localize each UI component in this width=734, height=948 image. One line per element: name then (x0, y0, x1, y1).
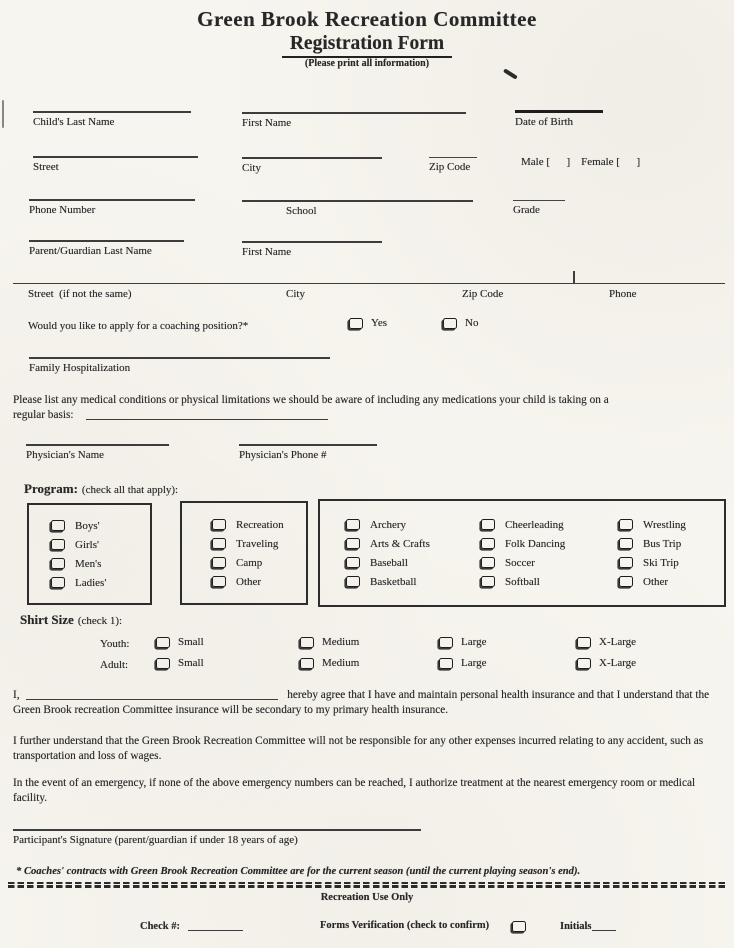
program-box-type (180, 501, 308, 605)
sports-column-1 (320, 519, 463, 588)
program-label: Program: (24, 481, 78, 496)
basketball-label: Basketball (370, 575, 417, 588)
adult-large-option[interactable] (439, 657, 486, 669)
ski-trip-checkbox-icon[interactable] (619, 557, 633, 568)
wrestling-checkbox-icon[interactable] (619, 519, 633, 530)
coaching-yes-option[interactable] (349, 317, 387, 329)
soccer-checkbox-icon[interactable] (481, 557, 495, 568)
coaching-no-label: No (465, 317, 479, 329)
program-box-sports (318, 499, 726, 607)
parent-street-label: Street (if not the same) (28, 288, 132, 300)
program-option-ladies[interactable] (51, 577, 150, 589)
field-grade[interactable] (513, 200, 565, 216)
youth-small-option[interactable] (156, 636, 204, 648)
program-hint: (check all that apply): (81, 484, 179, 496)
recreation-label: Recreation (236, 518, 284, 531)
adult-xlarge-label: X-Large (599, 657, 637, 669)
coaches-footnote: * Coaches' contracts with Green Brook Recreation Committee are for the current season (until the current playing season's end). (16, 866, 581, 877)
cheerleading-checkbox-icon[interactable] (481, 519, 495, 530)
medical-conditions-text: Please list any medical conditions or physical limitations we should be aware of including any medications your child is taking on a (13, 394, 609, 406)
archery-checkbox-icon[interactable] (346, 519, 360, 530)
medical-conditions-blank-line[interactable] (86, 409, 328, 420)
gender-checkboxes[interactable] (510, 144, 640, 180)
program-option-other-type[interactable] (212, 576, 306, 588)
adult-small-option[interactable] (156, 657, 204, 669)
parent-phone-label: Phone (609, 288, 637, 300)
field-school[interactable] (242, 200, 473, 217)
program-option-boys[interactable] (51, 520, 150, 532)
initials-label: Initials (560, 921, 592, 932)
boys-checkbox-icon[interactable] (51, 520, 65, 531)
adult-small-checkbox-icon[interactable] (156, 658, 170, 669)
check-number-label: Check #: (140, 921, 180, 932)
child-first-name-label: First Name (242, 117, 292, 129)
form-subtitle (0, 33, 734, 58)
forms-verification-label: Forms Verification (check to confirm) (320, 920, 490, 931)
field-participant-signature[interactable] (13, 829, 421, 846)
program-option-mens[interactable] (51, 558, 150, 570)
child-street-label: Street (33, 161, 59, 173)
youth-xlarge-checkbox-icon[interactable] (577, 637, 591, 648)
physician-name-label: Physician's Name (26, 449, 105, 461)
field-physician-name[interactable] (26, 444, 169, 461)
adult-medium-option[interactable] (300, 657, 359, 669)
initials-field[interactable] (560, 920, 616, 932)
date-of-birth-label: Date of Birth (515, 116, 574, 128)
youth-xlarge-label: X-Large (599, 636, 637, 648)
youth-large-option[interactable] (439, 636, 486, 648)
parent-first-name-label: First Name (242, 246, 292, 258)
youth-large-checkbox-icon[interactable] (439, 637, 453, 648)
form-title: Green Brook Recreation Committee (197, 7, 537, 31)
ski-trip-label: Ski Trip (643, 556, 679, 569)
coaching-yes-checkbox-icon[interactable] (349, 318, 363, 329)
folk-dancing-label: Folk Dancing (505, 537, 566, 550)
arts-crafts-label: Arts & Crafts (370, 537, 430, 550)
program-box-gender-groups (27, 503, 152, 605)
address-line-divider-tick (573, 271, 575, 284)
arts-crafts-checkbox-icon[interactable] (346, 538, 360, 549)
physician-phone-label: Physician's Phone # (239, 449, 327, 461)
agreement-paragraph-1 (13, 688, 727, 718)
parent-city-label: City (286, 288, 305, 300)
agreement-paragraph-2: I further understand that the Green Brook Recreation Committee will not be responsible for any other expenses incurred relating to any accident, such as transportation and loss of wages. (13, 735, 704, 762)
grade-label: Grade (513, 204, 540, 216)
coaching-yes-label: Yes (371, 317, 388, 329)
program-option-traveling[interactable] (212, 538, 306, 550)
soccer-label: Soccer (505, 556, 535, 569)
field-family-hospitalization[interactable] (29, 357, 330, 374)
phone-number-label: Phone Number (29, 204, 96, 216)
shirt-size-hint: (check 1): (77, 615, 123, 627)
shirt-adult-label: Adult: (100, 659, 129, 671)
program-option-soccer[interactable] (481, 557, 603, 569)
youth-large-label: Large (461, 636, 487, 648)
girls-checkbox-icon[interactable] (51, 539, 65, 550)
field-child-street[interactable] (33, 156, 198, 173)
sports-column-3 (603, 519, 723, 588)
field-phone-number[interactable] (29, 199, 195, 216)
coaching-question: Would you like to apply for a coaching position?* (28, 320, 249, 332)
adult-large-label: Large (461, 657, 487, 669)
boys-label: Boys' (75, 519, 100, 532)
program-option-camp[interactable] (212, 557, 306, 569)
bus-trip-label: Bus Trip (643, 537, 682, 550)
program-option-folk-dancing[interactable] (481, 538, 603, 550)
child-last-name-label: Child's Last Name (33, 116, 115, 128)
baseball-checkbox-icon[interactable] (346, 557, 360, 568)
program-option-arts-crafts[interactable] (346, 538, 463, 550)
program-option-softball[interactable] (481, 576, 603, 588)
shirt-youth-label: Youth: (100, 638, 130, 650)
youth-small-checkbox-icon[interactable] (156, 637, 170, 648)
other-type-checkbox-icon[interactable] (212, 576, 226, 587)
mens-label: Men's (75, 557, 102, 570)
adult-small-label: Small (178, 657, 204, 669)
recreation-checkbox-icon[interactable] (212, 519, 226, 530)
parent-address-line[interactable] (13, 283, 725, 284)
ladies-label: Ladies' (75, 576, 107, 589)
check-number-field[interactable] (140, 920, 243, 932)
cheerleading-label: Cheerleading (505, 518, 564, 531)
bus-trip-checkbox-icon[interactable] (619, 538, 633, 549)
check-number-blank-line[interactable] (188, 920, 243, 931)
participant-signature-label: Participant's Signature (parent/guardian if under 18 years of age) (13, 834, 298, 846)
program-option-archery[interactable] (346, 519, 463, 531)
youth-medium-option[interactable] (300, 636, 359, 648)
basketball-checkbox-icon[interactable] (346, 576, 360, 587)
agreement-paragraph-3: In the event of an emergency, if none of the above emergency numbers can be reached, I authorize treatment at the nearest emergency room or medical facility. (13, 777, 696, 804)
softball-label: Softball (505, 575, 540, 588)
program-option-cheerleading[interactable] (481, 519, 603, 531)
youth-xlarge-option[interactable] (577, 636, 636, 648)
family-hospitalization-label: Family Hospitalization (29, 362, 131, 374)
program-option-girls[interactable] (51, 539, 150, 551)
program-option-basketball[interactable] (346, 576, 463, 588)
camp-checkbox-icon[interactable] (212, 557, 226, 568)
medical-conditions-line2 (13, 408, 725, 423)
separator-line-bottom (8, 885, 726, 887)
agreement-p1-prefix: I, (13, 689, 20, 701)
medical-conditions-text2: regular basis: (13, 409, 74, 421)
other-sport-label: Other (643, 575, 669, 588)
initials-blank-line[interactable] (592, 920, 616, 931)
parent-last-name-label: Parent/Guardian Last Name (29, 245, 152, 257)
youth-medium-label: Medium (322, 636, 360, 648)
adult-medium-checkbox-icon[interactable] (300, 658, 314, 669)
traveling-checkbox-icon[interactable] (212, 538, 226, 549)
child-city-label: City (242, 162, 261, 174)
form-subtitle-text: Registration Form (282, 33, 452, 58)
program-option-other-sport[interactable] (619, 576, 723, 588)
field-child-last-name[interactable] (33, 111, 191, 128)
girls-label: Girls' (75, 538, 99, 551)
program-option-wrestling[interactable] (619, 519, 723, 531)
school-label: School (286, 205, 317, 217)
agreement-p1-text: hereby agree that I have and maintain personal health insurance and that I understand that the Green Brook recreation Committee insurance will be secondary to my primary health insurance. (13, 689, 710, 716)
form-instruction: (Please print all information) (304, 58, 430, 69)
scan-artifact-left-edge (2, 100, 4, 128)
ladies-checkbox-icon[interactable] (51, 577, 65, 588)
program-section-header (24, 480, 178, 498)
program-option-baseball[interactable] (346, 557, 463, 569)
youth-small-label: Small (178, 636, 204, 648)
adult-xlarge-checkbox-icon[interactable] (577, 658, 591, 669)
adult-xlarge-option[interactable] (577, 657, 636, 669)
other-sport-checkbox-icon[interactable] (619, 576, 633, 587)
shirt-size-label: Shirt Size (20, 612, 74, 627)
program-option-bus-trip[interactable] (619, 538, 723, 550)
gender-label: Male [ ] Female [ ] (521, 156, 641, 168)
field-child-first-name[interactable] (242, 112, 466, 129)
camp-label: Camp (236, 556, 263, 569)
agreement-name-blank-line[interactable] (26, 689, 278, 700)
softball-checkbox-icon[interactable] (481, 576, 495, 587)
shirt-size-header (20, 611, 122, 629)
program-option-ski-trip[interactable] (619, 557, 723, 569)
sports-column-2 (463, 519, 603, 588)
forms-verification-checkbox-icon[interactable] (512, 921, 526, 932)
scan-mark (503, 68, 518, 79)
office-use-title: Recreation Use Only (320, 892, 414, 903)
adult-large-checkbox-icon[interactable] (439, 658, 453, 669)
program-option-recreation[interactable] (212, 519, 306, 531)
coaching-no-option[interactable] (443, 317, 478, 329)
field-physician-phone[interactable] (239, 444, 377, 461)
baseball-label: Baseball (370, 556, 408, 569)
field-parent-last-name[interactable] (29, 240, 184, 257)
folk-dancing-checkbox-icon[interactable] (481, 538, 495, 549)
field-parent-first-name[interactable] (242, 241, 382, 258)
other-type-label: Other (236, 575, 262, 588)
field-child-city[interactable] (242, 157, 382, 174)
mens-checkbox-icon[interactable] (51, 558, 65, 569)
field-child-zip[interactable] (429, 157, 477, 173)
adult-medium-label: Medium (322, 657, 360, 669)
youth-medium-checkbox-icon[interactable] (300, 637, 314, 648)
archery-label: Archery (370, 518, 407, 531)
wrestling-label: Wrestling (643, 518, 686, 531)
coaching-no-checkbox-icon[interactable] (443, 318, 457, 329)
traveling-label: Traveling (236, 537, 279, 550)
child-zip-label: Zip Code (429, 161, 471, 173)
parent-zip-label: Zip Code (462, 288, 504, 300)
forms-verification-option[interactable] (512, 919, 526, 937)
separator-line-top (8, 882, 726, 884)
field-date-of-birth[interactable] (515, 110, 603, 128)
